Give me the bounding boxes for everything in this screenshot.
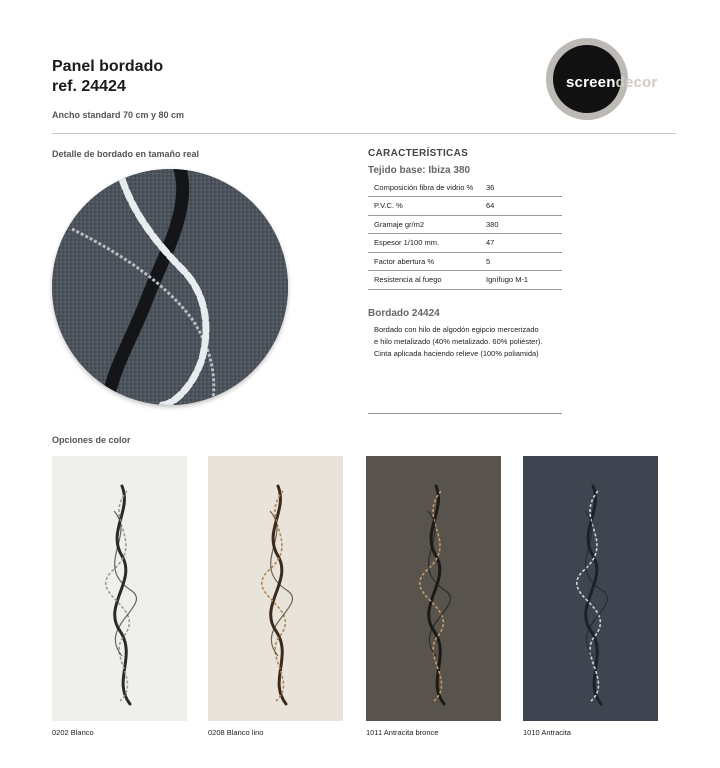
table-row	[368, 197, 562, 216]
swatch-caption: 1011 Antracita bronce	[366, 728, 439, 737]
swatch-fabric	[523, 456, 658, 721]
table-row	[368, 252, 562, 271]
spec-value: 380	[486, 215, 562, 234]
swatch-artwork	[208, 456, 343, 721]
table-row	[368, 234, 562, 253]
embroidery-line: e hilo metalizado (40% metalizado. 60% poliéster).	[374, 337, 543, 346]
swatch-fabric	[208, 456, 343, 721]
swatch-caption: 0202 Blanco	[52, 728, 94, 737]
table-row	[368, 271, 562, 290]
spec-label: P.V.C. %	[368, 197, 486, 216]
base-fabric-heading: Tejido base: Ibiza 380	[368, 165, 471, 176]
spec-label: Factor abertura %	[368, 252, 486, 271]
spec-label: Gramaje gr/m2	[368, 215, 486, 234]
product-name: Panel bordado	[52, 58, 164, 75]
product-reference: ref. 24424	[52, 78, 126, 95]
swatch-fabric	[52, 456, 187, 721]
header-divider	[52, 133, 676, 134]
swatch-artwork	[523, 456, 658, 721]
spec-label: Composición fibra de vidrio %	[368, 178, 486, 197]
spec-label: Resistencia al fuego	[368, 271, 486, 290]
specs-heading: CARACTERÍSTICAS	[368, 148, 469, 159]
spec-value: 47	[486, 234, 562, 253]
swatch-caption: 1010 Antracita	[523, 728, 571, 737]
standard-width-note: Ancho standard 70 cm y 80 cm	[52, 110, 185, 120]
swatch-fabric	[366, 456, 501, 721]
embroidery-line: Bordado con hilo de algodón egipcio mercerizado	[374, 325, 539, 334]
color-swatch-blanco-lino	[208, 456, 343, 721]
spec-value: 5	[486, 252, 562, 271]
spec-value: 64	[486, 197, 562, 216]
swatch-caption: 0208 Blanco lino	[208, 728, 264, 737]
logo-word-screen: screen	[566, 74, 616, 91]
embroidery-detail-image	[52, 169, 288, 405]
embroidery-heading: Bordado 24424	[368, 308, 440, 319]
logo-word-decor: decor	[615, 74, 658, 91]
page-title	[52, 57, 163, 97]
spec-label: Espesor 1/100 mm.	[368, 234, 486, 253]
color-options-label: Opciones de color	[52, 435, 131, 445]
table-row	[368, 215, 562, 234]
specs-divider	[368, 413, 562, 414]
table-row	[368, 178, 562, 197]
spec-value: 36	[486, 178, 562, 197]
color-swatch-antracita	[523, 456, 658, 721]
color-swatch-blanco	[52, 456, 187, 721]
color-swatch-antracita-bronce	[366, 456, 501, 721]
specs-table	[368, 178, 562, 290]
embroidery-line: Cinta aplicada haciendo relieve (100% poliamida)	[374, 349, 539, 358]
logo-wordmark	[566, 74, 657, 91]
detail-label: Detalle de bordado en tamaño real	[52, 149, 200, 159]
swatch-artwork	[366, 456, 501, 721]
spec-value: Ignífugo M-1	[486, 271, 562, 290]
swatch-artwork	[52, 456, 187, 721]
embroidery-description	[374, 324, 574, 360]
